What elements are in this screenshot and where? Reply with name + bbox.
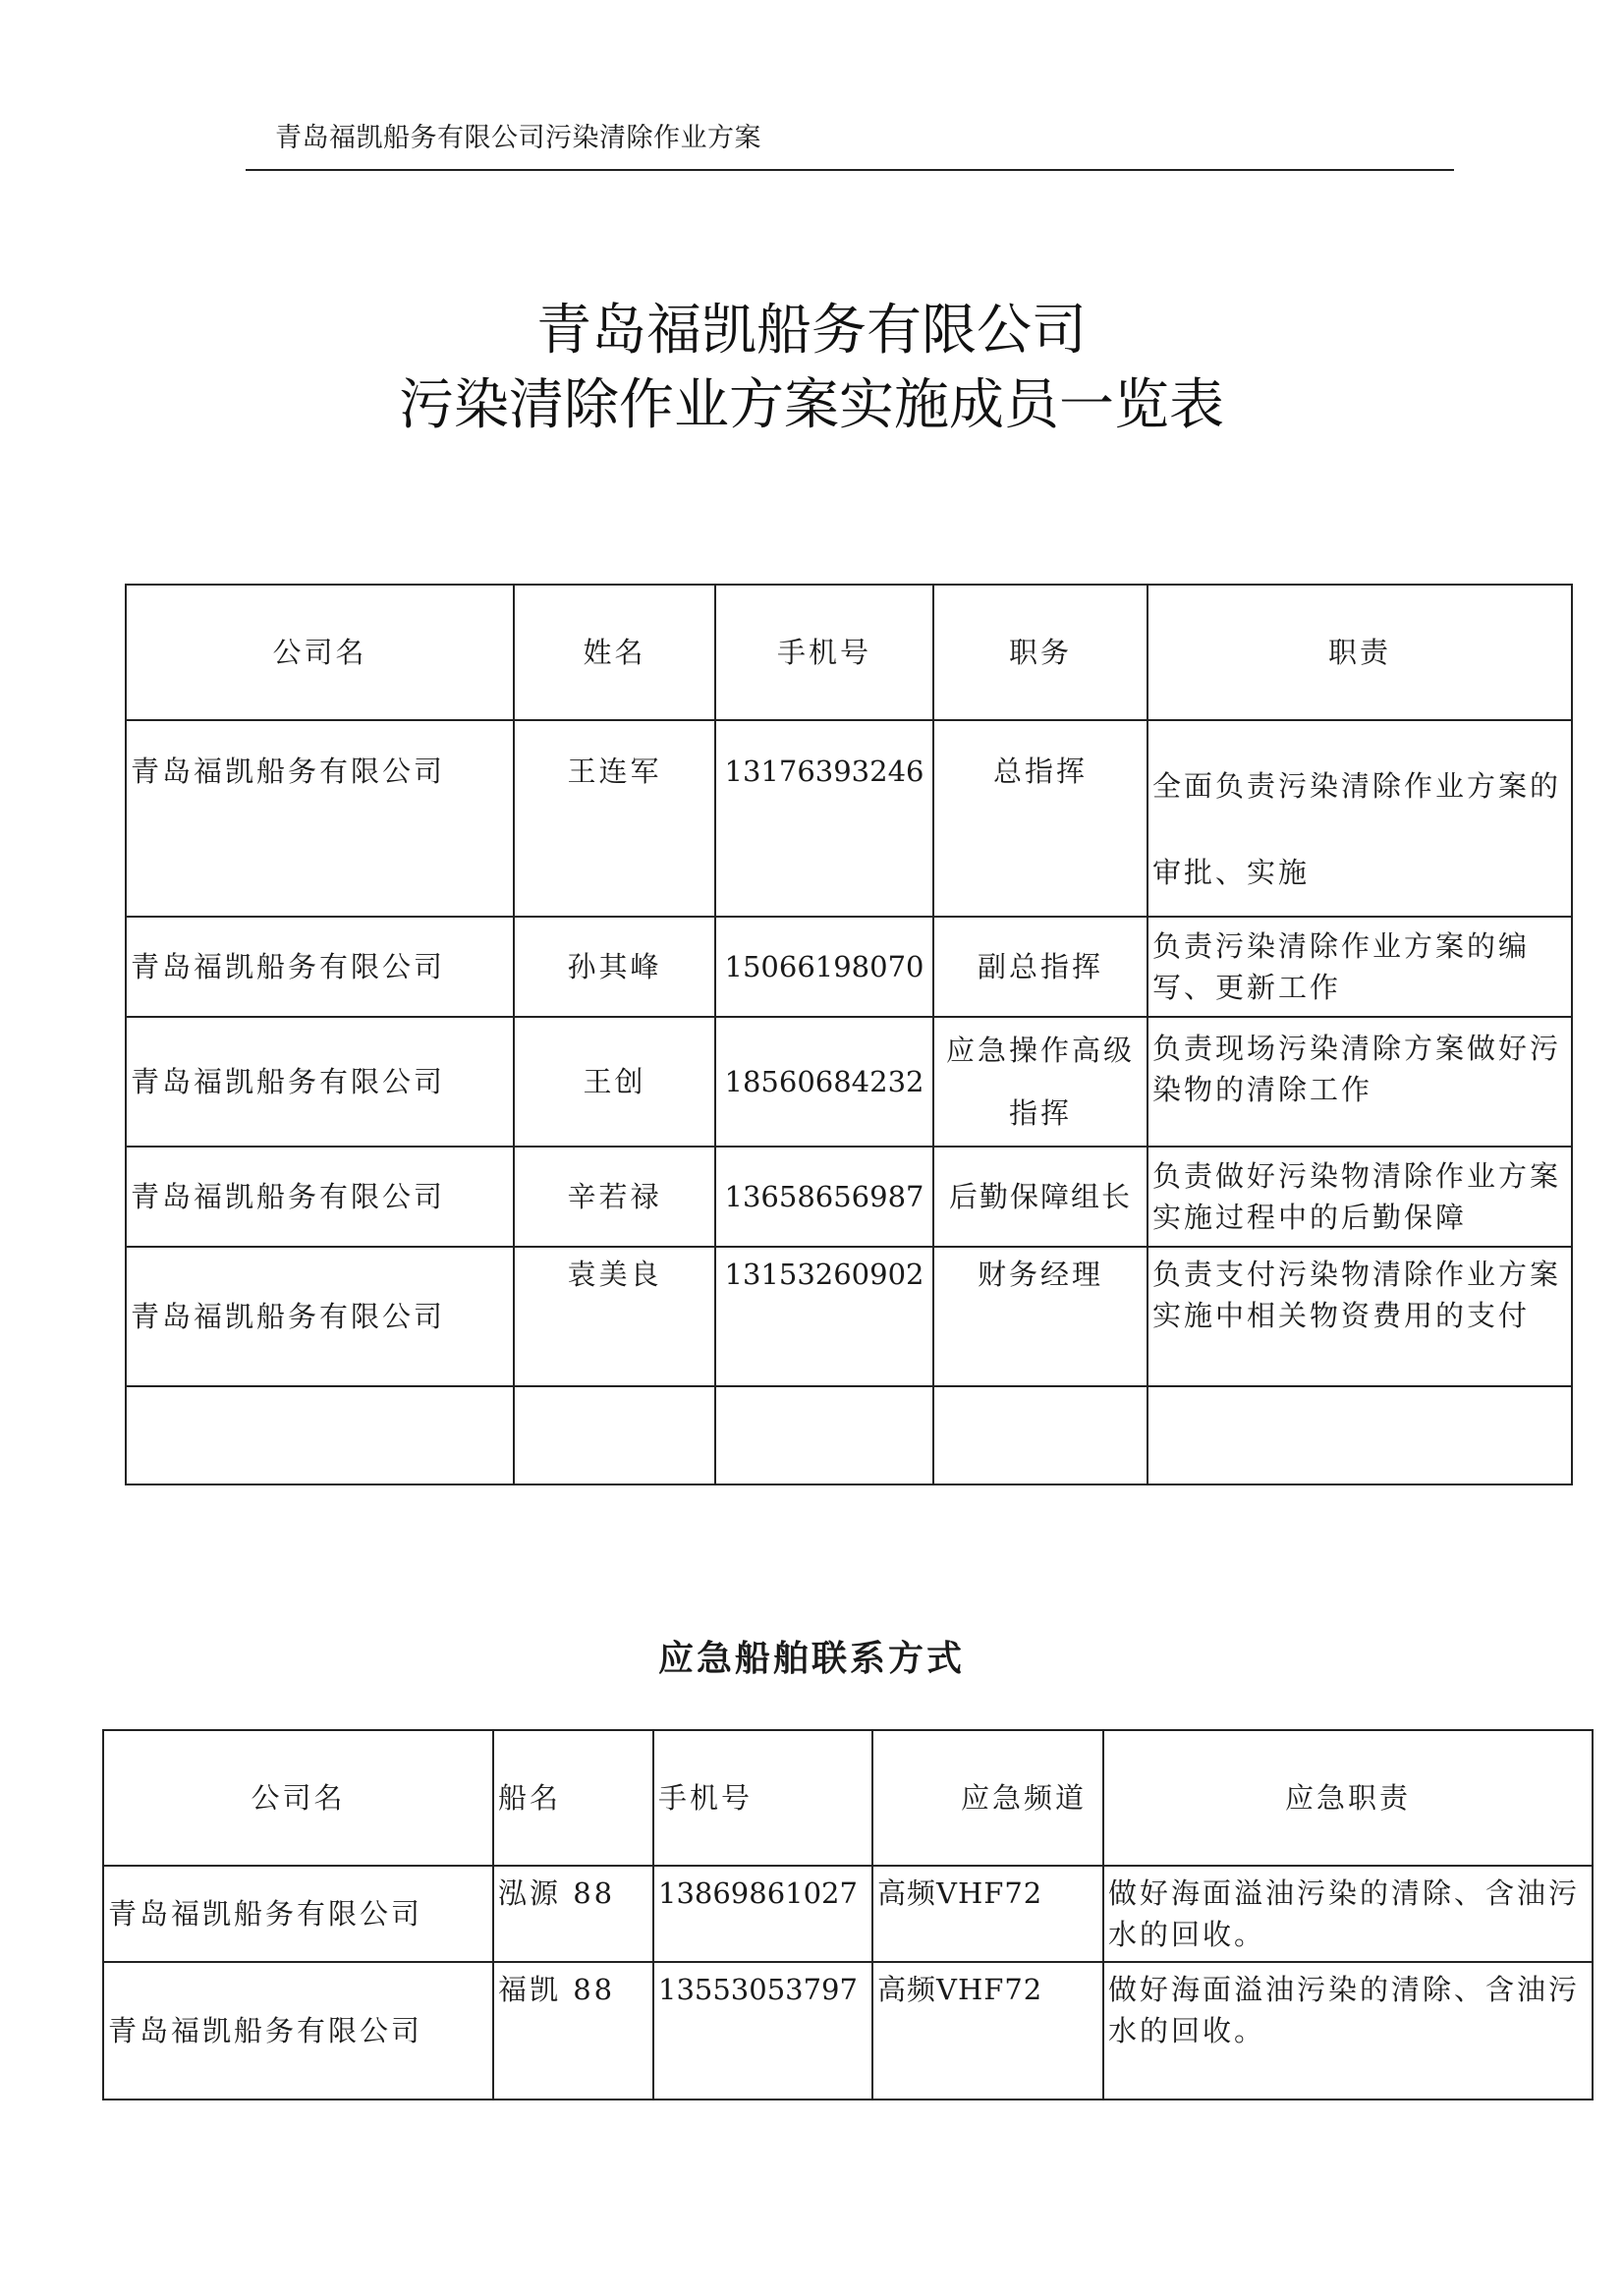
cell-company: 青岛福凯船务有限公司 <box>126 917 514 1017</box>
header-phone: 手机号 <box>653 1730 872 1866</box>
cell-duty: 负责支付污染物清除作业方案实施中相关物资费用的支付 <box>1147 1247 1572 1386</box>
table-row <box>103 1866 1593 1962</box>
table-row <box>126 1247 1572 1386</box>
cell-ship: 泓源 88 <box>493 1866 653 1962</box>
vessels-header-row <box>103 1730 1593 1866</box>
cell-duty: 做好海面溢油污染的清除、含油污水的回收。 <box>1103 1962 1593 2100</box>
cell-name: 辛若禄 <box>514 1147 715 1247</box>
cell-name: 王连军 <box>514 720 715 917</box>
page-title-line1: 青岛福凯船务有限公司 <box>536 299 1087 363</box>
table-row <box>126 1147 1572 1247</box>
vessels-section-title: 应急船舶联系方式 <box>657 1638 965 1679</box>
cell-company: 青岛福凯船务有限公司 <box>126 720 514 917</box>
header-position: 职务 <box>933 585 1147 720</box>
running-header: 青岛福凯船务有限公司污染清除作业方案 <box>275 123 761 153</box>
vessels-table <box>102 1729 1594 2100</box>
cell-position: 副总指挥 <box>933 917 1147 1017</box>
cell-channel: 高频VHF72 <box>872 1866 1103 1962</box>
header-ship: 船名 <box>493 1730 653 1866</box>
cell-duty: 负责现场污染清除方案做好污染物的清除工作 <box>1147 1017 1572 1147</box>
cell-phone: 13153260902 <box>715 1247 933 1386</box>
cell-position: 总指挥 <box>933 720 1147 917</box>
cell-name: 袁美良 <box>514 1247 715 1386</box>
header-name: 姓名 <box>514 585 715 720</box>
cell-duty: 负责污染清除作业方案的编写、更新工作 <box>1147 917 1572 1017</box>
members-table <box>125 584 1573 1485</box>
cell-channel: 高频VHF72 <box>872 1962 1103 2100</box>
header-company: 公司名 <box>103 1730 493 1866</box>
cell-company: 青岛福凯船务有限公司 <box>126 1017 514 1147</box>
header-rule <box>246 169 1454 171</box>
table-row <box>126 917 1572 1017</box>
cell-name: 王创 <box>514 1017 715 1147</box>
table-row-empty <box>126 1386 1572 1484</box>
cell-duty: 做好海面溢油污染的清除、含油污水的回收。 <box>1103 1866 1593 1962</box>
cell-company: 青岛福凯船务有限公司 <box>103 1866 493 1962</box>
cell-phone: 13869861027 <box>653 1866 872 1962</box>
cell-company: 青岛福凯船务有限公司 <box>126 1147 514 1247</box>
cell-phone: 15066198070 <box>715 917 933 1017</box>
cell-position: 应急操作高级指挥 <box>933 1017 1147 1147</box>
header-duty: 职责 <box>1147 585 1572 720</box>
cell-phone: 18560684232 <box>715 1017 933 1147</box>
cell-duty: 全面负责污染清除作业方案的审批、实施 <box>1147 720 1572 917</box>
cell-company: 青岛福凯船务有限公司 <box>103 1962 493 2100</box>
header-phone: 手机号 <box>715 585 933 720</box>
header-duty: 应急职责 <box>1103 1730 1593 1866</box>
cell-company: 青岛福凯船务有限公司 <box>126 1247 514 1386</box>
table-row <box>126 1017 1572 1147</box>
table-row <box>103 1962 1593 2100</box>
cell-name: 孙其峰 <box>514 917 715 1017</box>
cell-position: 后勤保障组长 <box>933 1147 1147 1247</box>
cell-phone: 13176393246 <box>715 720 933 917</box>
header-company: 公司名 <box>126 585 514 720</box>
cell-ship: 福凯 88 <box>493 1962 653 2100</box>
cell-duty: 负责做好污染物清除作业方案实施过程中的后勤保障 <box>1147 1147 1572 1247</box>
table-row <box>126 720 1572 917</box>
members-header-row <box>126 585 1572 720</box>
cell-phone: 13658656987 <box>715 1147 933 1247</box>
cell-phone: 13553053797 <box>653 1962 872 2100</box>
cell-position: 财务经理 <box>933 1247 1147 1386</box>
header-channel: 应急频道 <box>872 1730 1103 1866</box>
page-title-line2: 污染清除作业方案实施成员一览表 <box>399 373 1224 437</box>
